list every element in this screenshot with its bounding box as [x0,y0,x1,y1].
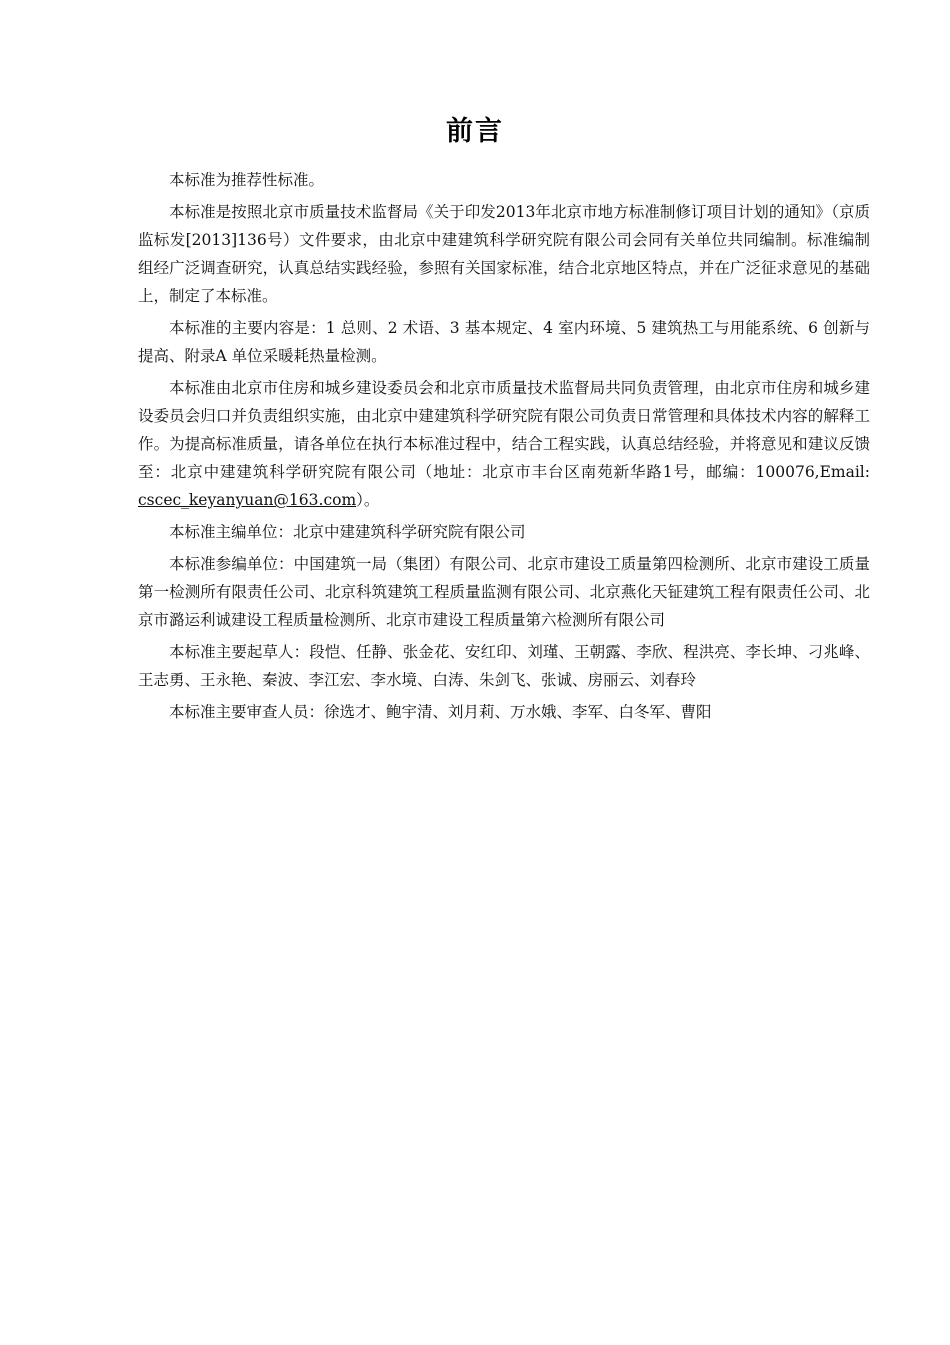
paragraph-participating-units: 本标准参编单位：中国建筑一局（集团）有限公司、北京市建设工质量第四检测所、北京市建设工质量第一检测所有限责任公司、北京科筑建筑工程质量监测有限公司、北京燕化天钲建筑工程有限责任公司、北京市潞运利诚建设工程质量检测所、北京市建设工程质量第六检测所有限公司 [138,555,870,629]
paragraph-compilation-basis: 本标准是按照北京市质量技术监督局《关于印发2013年北京市地方标准制修订项目计划的通知》（京质监标发[2013]136号）文件要求，由北京中建建筑科学研究院有限公司会同有关单位共同编制。标准编制组经广泛调查研究，认真总结实践经验，参照有关国家标准，结合北京地区特点，并在广泛征求意见的基础上，制定了本标准。 [138,203,870,305]
paragraph-chief-editor: 本标准主编单位：北京中建建筑科学研究院有限公司 [169,523,526,541]
management-text: 本标准由北京市住房和城乡建设委员会和北京市质量技术监督局共同负责管理，由北京市住房和城乡建设委员会归口并负责组织实施，由北京中建建筑科学研究院有限公司负责日常管理和具体技术内容的解释工作。为提高标准质量，请各单位在执行本标准过程中，结合工程实践，认真总结经验，并将意见和建议反馈至：北京中建建筑科学研究院有限公司（地址：北京市丰台区南苑新华路1号，邮编：100076,Email: [138,379,870,481]
management-text-end: ）。 [356,491,380,509]
paragraph-standard-type: 本标准为推荐性标准。 [169,171,325,189]
paragraph-management [138,374,870,514]
document-body [138,166,870,730]
email-link[interactable]: cscec_keyanyuan@163.com [138,491,357,509]
paragraph-reviewers: 本标准主要审查人员：徐选才、鲍宇清、刘月莉、万水娥、李军、白冬军、曹阳 [169,703,712,721]
page-title: 前言 [446,116,504,147]
paragraph-drafters: 本标准主要起草人：段恺、任静、张金花、安红印、刘瑾、王朝露、李欣、程洪亮、李长坤、刁兆峰、王志勇、王永艳、秦波、李江宏、李水境、白涛、朱剑飞、张诚、房丽云、刘春玲 [138,643,870,689]
paragraph-main-contents: 本标准的主要内容是：1 总则、2 术语、3 基本规定、4 室内环境、5 建筑热工与用能系统、6 创新与提高、附录A 单位采暖耗热量检测。 [138,319,871,365]
